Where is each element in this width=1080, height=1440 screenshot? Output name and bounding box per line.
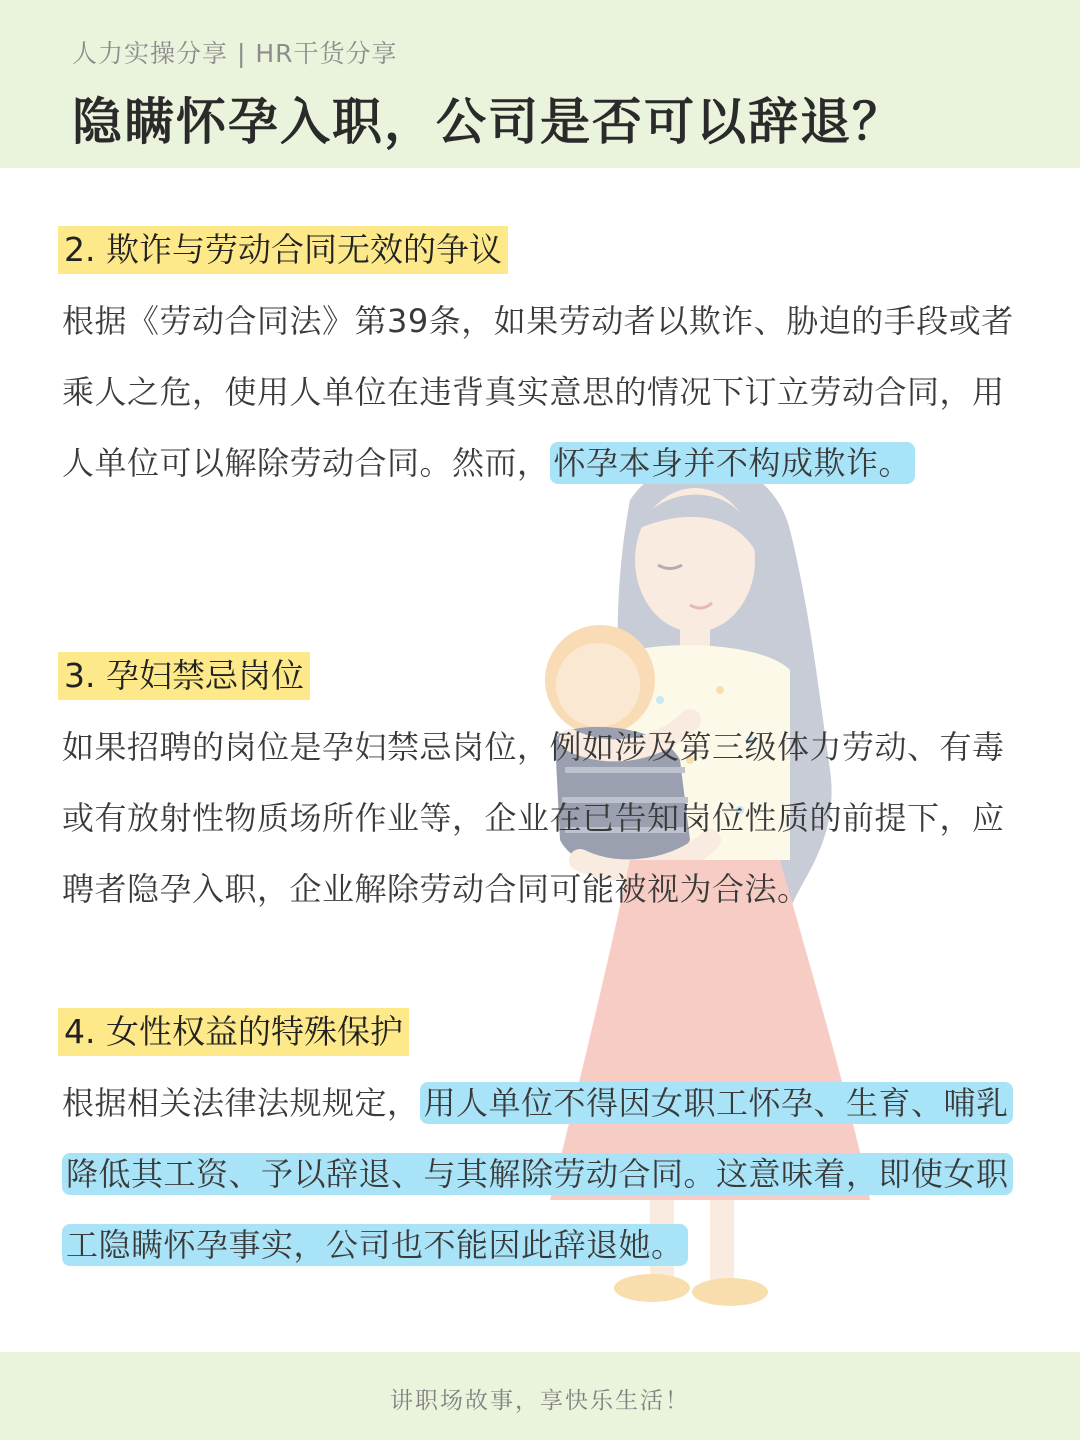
section-heading-womens-rights: 4. 女性权益的特殊保护 <box>58 1008 409 1056</box>
header-subtitle: 人力实操分享 | HR干货分享 <box>72 39 398 68</box>
highlighted-text: 怀孕本身并不构成欺诈。 <box>550 442 916 484</box>
header-banner <box>0 0 1080 168</box>
paragraph-text: 根据《劳动合同法》第39条，如果劳动者以欺诈、胁迫的手段或者乘人之危，使用人单位在违背真实意思的情况下订立劳动合同，用人单位可以解除劳动合同。然而， <box>62 302 1014 482</box>
section-heading-fraud: 2. 欺诈与劳动合同无效的争议 <box>58 226 508 274</box>
paragraph-text: 根据相关法律法规规定， <box>62 1084 420 1122</box>
section-paragraph-fraud <box>62 286 1022 499</box>
highlighted-text: 用人单位不得因女职工怀孕、生育、哺乳降低其工资、予以辞退、与其解除劳动合同。这意味着，即使女职工隐瞒怀孕事实，公司也不能因此辞退她。 <box>62 1082 1013 1266</box>
footer-banner <box>0 1352 1080 1440</box>
page-title: 隐瞒怀孕入职，公司是否可以辞退？ <box>72 93 904 151</box>
section-paragraph-prohibited-jobs: 如果招聘的岗位是孕妇禁忌岗位，例如涉及第三级体力劳动、有毒或有放射性物质场所作业等，企业在已告知岗位性质的前提下，应聘者隐孕入职，企业解除劳动合同可能被视为合法。 <box>62 728 1005 908</box>
section-heading-prohibited-jobs: 3. 孕妇禁忌岗位 <box>58 652 310 700</box>
section-paragraph-womens-rights <box>62 1068 1022 1281</box>
footer-slogan: 讲职场故事，享快乐生活！ <box>390 1388 690 1414</box>
